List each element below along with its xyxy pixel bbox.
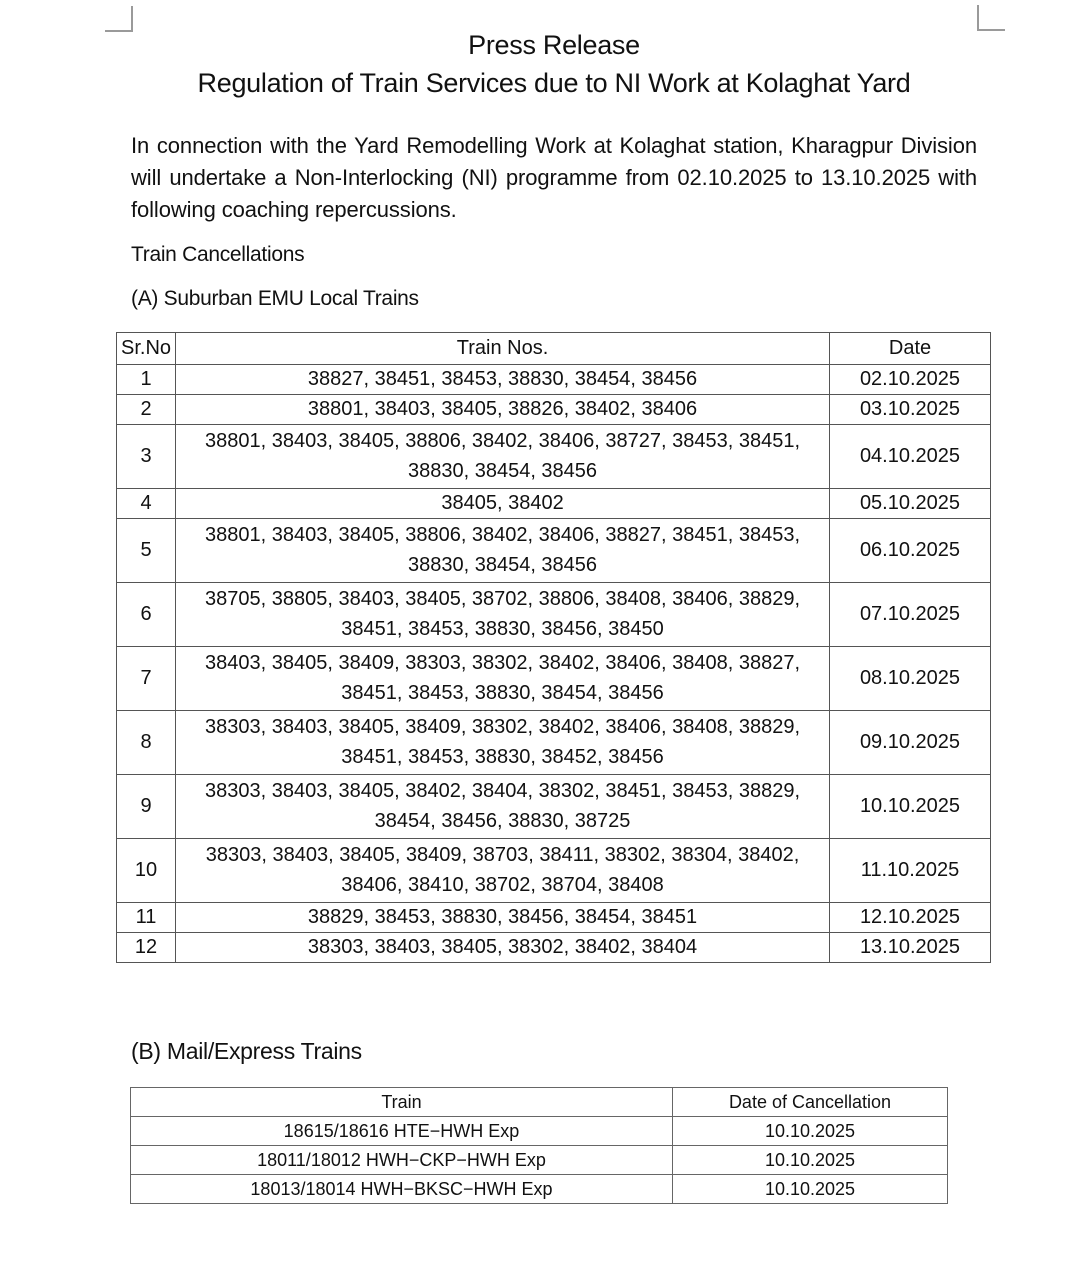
sr-no-cell: 10 (117, 839, 176, 903)
train-nos-line: 38451, 38453, 38830, 38452, 38456 (341, 746, 664, 768)
date-cell: 05.10.2025 (830, 489, 991, 519)
train-nos-line: 38454, 38456, 38830, 38725 (374, 810, 631, 832)
sr-no-cell: 6 (117, 583, 176, 647)
train-nos-cell (176, 395, 830, 425)
train-nos-line: 38303, 38403, 38405, 38409, 38703, 38411, 38302, 38304, 38402, (205, 844, 800, 866)
table-row (117, 519, 991, 583)
column-header-sr-no: Sr.No (117, 333, 176, 365)
date-cell: 12.10.2025 (830, 903, 991, 933)
table-row (131, 1117, 948, 1146)
train-nos-cell (176, 647, 830, 711)
sr-no-cell: 9 (117, 775, 176, 839)
train-nos-line: 38406, 38410, 38702, 38704, 38408 (341, 874, 664, 896)
date-cell: 04.10.2025 (830, 425, 991, 489)
date-cell: 03.10.2025 (830, 395, 991, 425)
page-title: Press Release (468, 30, 640, 60)
train-nos-line: 38303, 38403, 38405, 38409, 38302, 38402, 38406, 38408, 38829, (205, 716, 801, 738)
sr-no-cell: 12 (117, 933, 176, 963)
train-nos-cell (176, 903, 830, 933)
table-row (117, 395, 991, 425)
train-nos-line: 38303, 38403, 38405, 38302, 38402, 38404 (307, 936, 698, 958)
train-nos-cell (176, 839, 830, 903)
table-row (117, 839, 991, 903)
train-nos-line: 38303, 38403, 38405, 38402, 38404, 38302, 38451, 38453, 38829, (205, 780, 801, 802)
table-row (117, 933, 991, 963)
page-corner-mark-right (977, 5, 1005, 31)
sr-no-cell: 4 (117, 489, 176, 519)
sr-no-cell: 2 (117, 395, 176, 425)
column-header-train: Train (131, 1088, 673, 1117)
train-nos-cell (176, 425, 830, 489)
column-header-date-of-cancellation: Date of Cancellation (673, 1088, 948, 1117)
train-nos-cell (176, 775, 830, 839)
table-row (117, 365, 991, 395)
train-cell: 18011/18012 HWH−CKP−HWH Exp (131, 1146, 673, 1175)
date-of-cancellation-cell: 10.10.2025 (673, 1175, 948, 1204)
train-nos-line: 38451, 38453, 38830, 38454, 38456 (341, 682, 664, 704)
date-cell: 10.10.2025 (830, 775, 991, 839)
page-corner-mark-left (105, 6, 133, 32)
train-nos-line: 38451, 38453, 38830, 38456, 38450 (341, 618, 664, 640)
date-cell: 07.10.2025 (830, 583, 991, 647)
train-cell: 18013/18014 HWH−BKSC−HWH Exp (131, 1175, 673, 1204)
train-cell: 18615/18616 HTE−HWH Exp (131, 1117, 673, 1146)
sr-no-cell: 7 (117, 647, 176, 711)
column-header-train-nos: Train Nos. (176, 333, 830, 365)
train-nos-line: 38405, 38402 (441, 492, 564, 514)
sr-no-cell: 11 (117, 903, 176, 933)
train-nos-line: 38801, 38403, 38405, 38806, 38402, 38406, 38827, 38451, 38453, (205, 524, 801, 546)
train-nos-cell (176, 519, 830, 583)
date-cell: 11.10.2025 (830, 839, 991, 903)
page-subtitle: Regulation of Train Services due to NI Work at Kolaghat Yard (197, 68, 911, 98)
table-row (117, 647, 991, 711)
train-nos-line: 38801, 38403, 38405, 38826, 38402, 38406 (307, 398, 698, 420)
sr-no-cell: 1 (117, 365, 176, 395)
table-row (117, 903, 991, 933)
train-nos-line: 38403, 38405, 38409, 38303, 38302, 38402, 38406, 38408, 38827, (205, 652, 801, 674)
table-header-row (117, 333, 991, 365)
intro-paragraph: In connection with the Yard Remodelling Work at Kolaghat station, Kharagpur Division will undertake a Non-Interlocking (NI) programme from 02.10.2025 to 13.10.2025 with following coaching repercussions. (131, 133, 977, 222)
table-row (117, 711, 991, 775)
train-nos-cell (176, 365, 830, 395)
section-heading-cancellations: Train Cancellations (131, 243, 305, 266)
suburban-cancellations-table (116, 332, 991, 963)
sr-no-cell: 8 (117, 711, 176, 775)
train-nos-line: 38801, 38403, 38405, 38806, 38402, 38406, 38727, 38453, 38451, (205, 430, 801, 452)
date-cell: 02.10.2025 (830, 365, 991, 395)
column-header-date: Date (830, 333, 991, 365)
train-nos-line: 38830, 38454, 38456 (407, 460, 598, 482)
table-header-row (131, 1088, 948, 1117)
table-row (131, 1175, 948, 1204)
date-cell: 08.10.2025 (830, 647, 991, 711)
table-row (117, 583, 991, 647)
sr-no-cell: 3 (117, 425, 176, 489)
train-nos-cell (176, 711, 830, 775)
train-nos-line: 38830, 38454, 38456 (407, 554, 598, 576)
train-nos-line: 38829, 38453, 38830, 38456, 38454, 38451 (307, 906, 698, 928)
train-nos-cell (176, 489, 830, 519)
table-row (117, 489, 991, 519)
mail-express-cancellations-table (130, 1087, 948, 1204)
section-heading-mail-express: (B) Mail/Express Trains (131, 1038, 362, 1064)
date-of-cancellation-cell: 10.10.2025 (673, 1117, 948, 1146)
train-nos-cell (176, 583, 830, 647)
train-nos-line: 38827, 38451, 38453, 38830, 38454, 38456 (307, 368, 698, 390)
table-row (117, 425, 991, 489)
train-nos-line: 38705, 38805, 38403, 38405, 38702, 38806, 38408, 38406, 38829, (205, 588, 801, 610)
date-cell: 06.10.2025 (830, 519, 991, 583)
date-cell: 09.10.2025 (830, 711, 991, 775)
date-of-cancellation-cell: 10.10.2025 (673, 1146, 948, 1175)
table-row (117, 775, 991, 839)
sr-no-cell: 5 (117, 519, 176, 583)
train-nos-cell (176, 933, 830, 963)
section-heading-suburban: (A) Suburban EMU Local Trains (131, 287, 419, 310)
date-cell: 13.10.2025 (830, 933, 991, 963)
table-row (131, 1146, 948, 1175)
